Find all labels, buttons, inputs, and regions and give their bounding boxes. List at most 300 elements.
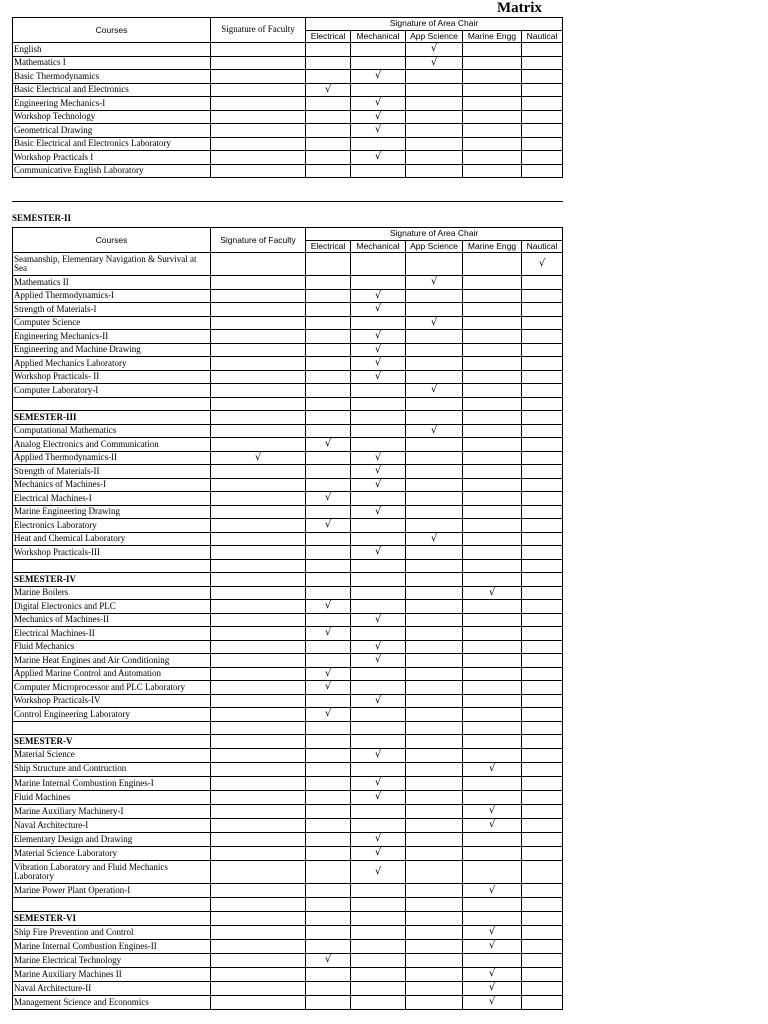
check-cell <box>306 804 351 818</box>
check-cell <box>463 164 522 178</box>
check-cell <box>406 968 463 982</box>
check-cell <box>463 748 522 762</box>
check-cell <box>306 968 351 982</box>
check-cell <box>306 982 351 996</box>
check-cell <box>351 397 406 411</box>
check-cell <box>211 465 306 479</box>
check-cell <box>522 384 563 398</box>
table-row <box>13 83 563 97</box>
check-cell <box>306 316 351 330</box>
check-cell <box>406 330 463 344</box>
app-science-header: App Science <box>406 30 463 43</box>
course-name <box>13 721 211 735</box>
check-cell <box>306 276 351 290</box>
check-cell <box>463 110 522 124</box>
check-cell <box>406 586 463 600</box>
course-name: Ship Structure and Contruction <box>13 762 211 776</box>
table-row <box>13 110 563 124</box>
semester-2-block <box>12 227 563 1010</box>
check-cell <box>306 56 351 70</box>
check-cell <box>463 397 522 411</box>
check-cell <box>211 654 306 668</box>
check-cell: √ <box>306 681 351 695</box>
check-cell <box>351 164 406 178</box>
check-cell <box>211 982 306 996</box>
check-cell: √ <box>463 968 522 982</box>
check-cell: √ <box>351 694 406 708</box>
course-name: Material Science Laboratory <box>13 847 211 861</box>
check-cell <box>306 818 351 832</box>
check-cell <box>522 83 563 97</box>
check-cell <box>211 43 306 57</box>
check-cell: √ <box>306 492 351 506</box>
check-cell <box>406 370 463 384</box>
check-cell <box>351 996 406 1010</box>
check-cell <box>406 762 463 776</box>
check-cell <box>463 613 522 627</box>
check-cell: √ <box>351 478 406 492</box>
course-name: Marine Auxiliary Machinery-I <box>13 804 211 818</box>
course-name: Vibration Laboratory and Fluid Mechanics Laboratory <box>13 861 211 884</box>
check-cell <box>406 519 463 533</box>
check-cell <box>463 898 522 912</box>
course-name: Digital Electronics and PLC <box>13 600 211 614</box>
check-cell <box>522 748 563 762</box>
check-cell <box>211 898 306 912</box>
course-name: Naval Architecture-I <box>13 818 211 832</box>
check-cell <box>306 137 351 151</box>
check-cell <box>211 925 306 939</box>
check-cell: √ <box>351 654 406 668</box>
check-cell: √ <box>351 357 406 371</box>
table-row <box>13 370 563 384</box>
check-cell <box>406 110 463 124</box>
check-cell <box>351 137 406 151</box>
check-cell <box>351 939 406 953</box>
check-cell <box>211 884 306 898</box>
check-cell <box>306 884 351 898</box>
course-name: Mathematics II <box>13 276 211 290</box>
check-cell: √ <box>406 56 463 70</box>
check-cell <box>211 384 306 398</box>
check-cell <box>306 694 351 708</box>
check-cell <box>351 253 406 276</box>
check-cell: √ <box>351 847 406 861</box>
check-cell <box>306 925 351 939</box>
check-cell <box>211 939 306 953</box>
electrical-header: Electrical <box>306 30 351 43</box>
check-cell: √ <box>351 124 406 138</box>
check-cell <box>463 56 522 70</box>
signature-of-faculty-header: Signature of Faculty <box>211 228 306 253</box>
check-cell <box>522 861 563 884</box>
check-cell: √ <box>306 519 351 533</box>
check-cell <box>351 898 406 912</box>
check-cell <box>406 438 463 452</box>
course-name: Applied Thermodynamics-I <box>13 289 211 303</box>
check-cell <box>406 613 463 627</box>
table-row <box>13 505 563 519</box>
check-cell <box>351 43 406 57</box>
courses-header: Courses <box>13 18 211 43</box>
check-cell <box>211 289 306 303</box>
check-cell <box>406 982 463 996</box>
check-cell: √ <box>406 384 463 398</box>
check-cell <box>463 289 522 303</box>
course-name: Marine Engineering Drawing <box>13 505 211 519</box>
check-cell <box>211 861 306 884</box>
table-row <box>13 667 563 681</box>
courses-header: Courses <box>13 228 211 253</box>
check-cell <box>522 818 563 832</box>
mechanical-header: Mechanical <box>351 240 406 253</box>
table-row <box>13 546 563 560</box>
table-row <box>13 776 563 790</box>
check-cell <box>306 343 351 357</box>
check-cell <box>306 110 351 124</box>
mechanical-header: Mechanical <box>351 30 406 43</box>
table-row <box>13 519 563 533</box>
table-row <box>13 982 563 996</box>
table-row <box>13 316 563 330</box>
check-cell: √ <box>351 70 406 84</box>
check-cell <box>406 627 463 641</box>
check-cell <box>522 451 563 465</box>
table-row <box>13 954 563 968</box>
check-cell <box>522 303 563 317</box>
check-cell <box>406 357 463 371</box>
table-row <box>13 925 563 939</box>
check-cell <box>522 505 563 519</box>
check-cell <box>306 370 351 384</box>
check-cell <box>351 721 406 735</box>
check-cell: √ <box>351 546 406 560</box>
table-row <box>13 559 563 573</box>
check-cell: √ <box>351 833 406 847</box>
check-cell <box>522 627 563 641</box>
check-cell <box>463 438 522 452</box>
course-name: Engineering Mechanics-I <box>13 97 211 111</box>
table-row <box>13 151 563 165</box>
check-cell <box>522 847 563 861</box>
course-name: Analog Electronics and Communication <box>13 438 211 452</box>
check-cell <box>522 654 563 668</box>
check-cell <box>406 492 463 506</box>
table-row <box>13 861 563 884</box>
check-cell: √ <box>406 532 463 546</box>
check-cell <box>522 397 563 411</box>
check-cell <box>211 137 306 151</box>
check-cell <box>211 833 306 847</box>
check-cell <box>522 110 563 124</box>
check-cell <box>306 559 351 573</box>
check-cell <box>522 56 563 70</box>
check-cell <box>306 465 351 479</box>
check-cell <box>306 97 351 111</box>
check-cell <box>351 438 406 452</box>
check-cell <box>211 151 306 165</box>
check-cell <box>211 640 306 654</box>
check-cell <box>406 289 463 303</box>
course-name: Seamanship, Elementary Navigation & Survival at Sea <box>13 253 211 276</box>
course-name <box>13 559 211 573</box>
check-cell <box>522 276 563 290</box>
check-cell <box>211 438 306 452</box>
check-cell <box>211 316 306 330</box>
check-cell <box>406 790 463 804</box>
table-row <box>13 694 563 708</box>
check-cell <box>463 505 522 519</box>
table-row <box>13 124 563 138</box>
check-cell <box>211 83 306 97</box>
check-cell <box>522 424 563 438</box>
course-name: Applied Mechanics Laboratory <box>13 357 211 371</box>
course-name: Geometrical Drawing <box>13 124 211 138</box>
check-cell: √ <box>306 627 351 641</box>
check-cell <box>522 519 563 533</box>
table-row <box>13 613 563 627</box>
check-cell <box>306 478 351 492</box>
check-cell <box>351 968 406 982</box>
check-cell <box>522 898 563 912</box>
check-cell <box>211 804 306 818</box>
check-cell <box>351 276 406 290</box>
check-cell <box>522 613 563 627</box>
check-cell <box>211 667 306 681</box>
check-cell <box>351 818 406 832</box>
check-cell <box>463 451 522 465</box>
check-cell: √ <box>463 982 522 996</box>
check-cell <box>211 762 306 776</box>
check-cell <box>522 559 563 573</box>
check-cell <box>522 600 563 614</box>
check-cell <box>306 861 351 884</box>
check-cell <box>522 492 563 506</box>
check-cell <box>211 124 306 138</box>
check-cell <box>406 397 463 411</box>
check-cell: √ <box>463 925 522 939</box>
check-cell <box>406 654 463 668</box>
check-cell <box>406 804 463 818</box>
check-cell <box>463 833 522 847</box>
check-cell: √ <box>351 289 406 303</box>
check-cell <box>306 790 351 804</box>
course-name: Mechanics of Machines-I <box>13 478 211 492</box>
course-name <box>13 397 211 411</box>
check-cell <box>351 83 406 97</box>
check-cell: √ <box>306 83 351 97</box>
check-cell <box>306 833 351 847</box>
check-cell <box>463 253 522 276</box>
page-title: Matrix <box>497 0 542 16</box>
check-cell <box>211 110 306 124</box>
check-cell <box>306 151 351 165</box>
check-cell <box>463 776 522 790</box>
check-cell <box>522 370 563 384</box>
check-cell <box>463 316 522 330</box>
check-cell <box>522 97 563 111</box>
check-cell <box>351 627 406 641</box>
check-cell: √ <box>351 303 406 317</box>
course-name: Applied Thermodynamics-II <box>13 451 211 465</box>
table-row <box>13 818 563 832</box>
divider <box>12 201 563 202</box>
check-cell: √ <box>406 424 463 438</box>
course-name: Engineering and Machine Drawing <box>13 343 211 357</box>
course-name: Heat and Chemical Laboratory <box>13 532 211 546</box>
semester-1-block <box>12 17 563 178</box>
check-cell <box>522 438 563 452</box>
check-cell <box>406 818 463 832</box>
check-cell <box>306 505 351 519</box>
check-cell <box>211 694 306 708</box>
course-name: Electrical Machines-I <box>13 492 211 506</box>
check-cell <box>351 884 406 898</box>
table-row <box>13 847 563 861</box>
course-name: Ship Fire Prevention and Control <box>13 925 211 939</box>
table-row <box>13 762 563 776</box>
check-cell <box>306 164 351 178</box>
check-cell <box>306 847 351 861</box>
course-name: Computer Science <box>13 316 211 330</box>
table-row <box>13 303 563 317</box>
check-cell <box>522 925 563 939</box>
course-name: Workshop Practicals- II <box>13 370 211 384</box>
check-cell <box>463 627 522 641</box>
check-cell <box>522 708 563 722</box>
check-cell <box>211 954 306 968</box>
check-cell <box>463 708 522 722</box>
check-cell <box>351 762 406 776</box>
check-cell <box>522 164 563 178</box>
course-name: Marine Internal Combustion Engines-II <box>13 939 211 953</box>
check-cell <box>463 151 522 165</box>
check-cell <box>406 343 463 357</box>
check-cell <box>306 532 351 546</box>
check-cell: √ <box>306 954 351 968</box>
check-cell: √ <box>351 343 406 357</box>
check-cell <box>351 667 406 681</box>
table-row <box>13 939 563 953</box>
table-row <box>13 330 563 344</box>
semester-2-table <box>12 227 563 1010</box>
table-row <box>13 276 563 290</box>
semester-6-label: SEMESTER-VI <box>13 912 211 926</box>
check-cell <box>522 721 563 735</box>
check-cell <box>306 70 351 84</box>
check-cell <box>463 276 522 290</box>
table-row <box>13 708 563 722</box>
semester-5-label: SEMESTER-V <box>13 735 211 749</box>
check-cell <box>306 330 351 344</box>
course-name: Naval Architecture-II <box>13 982 211 996</box>
table-row <box>13 804 563 818</box>
check-cell <box>211 519 306 533</box>
check-cell: √ <box>463 762 522 776</box>
check-cell <box>211 996 306 1010</box>
check-cell <box>211 847 306 861</box>
check-cell <box>522 532 563 546</box>
check-cell: √ <box>351 776 406 790</box>
table-row <box>13 97 563 111</box>
table-row <box>13 424 563 438</box>
course-name: Marine Electrical Technology <box>13 954 211 968</box>
check-cell <box>211 600 306 614</box>
table-row <box>13 164 563 178</box>
check-cell <box>522 884 563 898</box>
check-cell <box>522 124 563 138</box>
table-row <box>13 654 563 668</box>
check-cell <box>406 884 463 898</box>
check-cell: √ <box>406 276 463 290</box>
course-name: Marine Internal Combustion Engines-I <box>13 776 211 790</box>
check-cell <box>406 546 463 560</box>
check-cell <box>211 303 306 317</box>
check-cell <box>306 721 351 735</box>
check-cell <box>522 343 563 357</box>
check-cell <box>522 465 563 479</box>
table-row <box>13 884 563 898</box>
course-name: Computer Laboratory-I <box>13 384 211 398</box>
course-name: Engineering Mechanics-II <box>13 330 211 344</box>
table-row <box>13 640 563 654</box>
check-cell <box>351 56 406 70</box>
course-name: Mechanics of Machines-II <box>13 613 211 627</box>
check-cell <box>522 790 563 804</box>
course-name <box>13 898 211 912</box>
check-cell: √ <box>351 613 406 627</box>
check-cell: √ <box>463 939 522 953</box>
check-cell <box>211 253 306 276</box>
check-cell <box>463 532 522 546</box>
check-cell <box>463 861 522 884</box>
check-cell <box>306 546 351 560</box>
semester-2-label: SEMESTER-II <box>12 213 72 223</box>
check-cell <box>463 519 522 533</box>
check-cell <box>406 861 463 884</box>
check-cell <box>463 847 522 861</box>
table-row <box>13 996 563 1010</box>
semester-3-label: SEMESTER-III <box>13 411 211 425</box>
check-cell: √ <box>351 465 406 479</box>
check-cell <box>406 97 463 111</box>
check-cell <box>463 43 522 57</box>
check-cell <box>522 954 563 968</box>
check-cell: √ <box>351 790 406 804</box>
check-cell <box>463 478 522 492</box>
check-cell <box>463 137 522 151</box>
course-name: Strength of Materials-I <box>13 303 211 317</box>
check-cell <box>522 776 563 790</box>
check-cell <box>406 600 463 614</box>
check-cell <box>522 833 563 847</box>
course-name: Applied Marine Control and Automation <box>13 667 211 681</box>
table-row <box>13 343 563 357</box>
check-cell <box>306 586 351 600</box>
check-cell <box>522 289 563 303</box>
check-cell <box>351 925 406 939</box>
table-row <box>13 600 563 614</box>
check-cell <box>351 708 406 722</box>
check-cell <box>211 968 306 982</box>
course-name: Marine Auxiliary Machines II <box>13 968 211 982</box>
check-cell <box>522 968 563 982</box>
check-cell: √ <box>306 600 351 614</box>
check-cell <box>463 654 522 668</box>
check-cell <box>406 667 463 681</box>
table-row <box>13 833 563 847</box>
check-cell <box>406 925 463 939</box>
